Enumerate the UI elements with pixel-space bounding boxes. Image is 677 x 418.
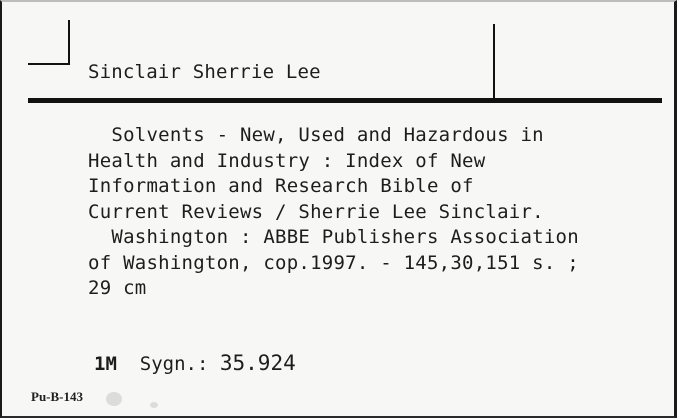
corner-horizontal-line: [28, 63, 70, 65]
call-number: 35.924: [219, 351, 296, 375]
description-line: Solvents - New, Used and Hazardous in: [88, 124, 544, 146]
corner-vertical-line: [68, 20, 70, 65]
ink-smudge: [106, 392, 122, 406]
description-line: Information and Research Bible of: [88, 175, 474, 197]
shelf-prefix: 1M: [94, 353, 117, 375]
description-line: Health and Industry : Index of New: [88, 149, 486, 172]
description-line: of Washington, cop.1997. - 145,30,151 s. ;: [88, 251, 579, 274]
heading-horizontal-rule: [28, 98, 662, 103]
shelf-label: Sygn.:: [139, 353, 209, 375]
shelf-mark: [94, 351, 296, 376]
heading-vertical-rule: [493, 24, 495, 100]
description-line: Current Reviews / Sherrie Lee Sinclair.: [88, 200, 544, 223]
bibliographic-description: [88, 123, 579, 302]
description-line: 29 cm: [88, 277, 147, 299]
description-line: Washington : ABBE Publishers Association: [88, 226, 579, 248]
author-heading: Sinclair Sherrie Lee: [88, 61, 321, 83]
library-stamp: Pu-B-143: [31, 389, 83, 404]
ink-smudge: [150, 402, 158, 408]
